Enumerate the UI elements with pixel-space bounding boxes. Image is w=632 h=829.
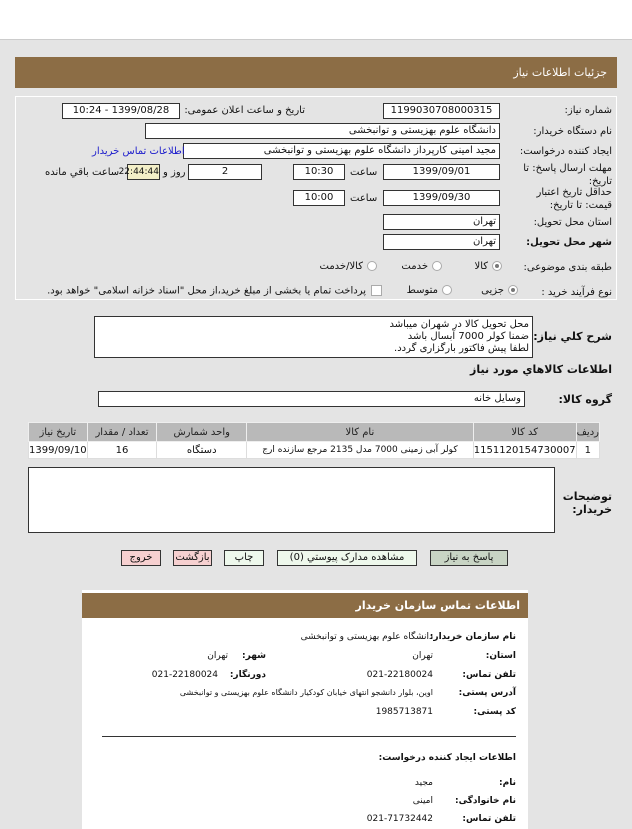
col-qty: تعداد / مقدار [87,423,157,442]
description-label: شرح کلي نياز: [533,330,612,343]
goods-section-title: اطلاعات کالاهاي مورد نياز [470,363,612,376]
remaining-label: ساعت باقي مانده [45,167,120,178]
category-goods-radio[interactable]: کالا [474,261,502,272]
address-label: آدرس پستی: [458,688,516,698]
deadline-time-field[interactable]: 10:30 [293,164,345,180]
remaining-time: 22:44:44 [127,164,160,180]
description-textarea[interactable]: محل تحویل کالا در شهران میباشد ضمنا کولر 7000 آبسال باشد لطفا پیش فاکتور بارگزاری گردد. [94,316,533,358]
postal-label: کد پستی: [473,707,516,717]
validity-time-field[interactable]: 10:00 [293,190,345,206]
province-value: تهران [412,651,433,661]
city-label: شهر: [242,651,266,661]
category-both-radio[interactable]: کالا/خدمت [320,261,378,272]
back-button[interactable]: بازگشت [173,550,212,566]
days-label: روز و [163,167,186,178]
need-number-field[interactable]: 1199030708000315 [383,103,500,119]
goods-group-label: گروه کالا: [558,393,612,406]
creator-field[interactable]: مجید امینی کارپرداز دانشگاه علوم بهزیستی و توانبخشی [183,143,500,159]
divider [102,736,516,737]
treasury-payment-checkbox[interactable]: پرداخت تمام یا بخشی از مبلغ خرید،از محل "اسناد خزانه اسلامی" خواهد بود. [47,285,382,297]
reply-button[interactable]: پاسخ به نیاز [430,550,508,566]
contact-card-title: اطلاعات تماس سازمان خریدار [82,593,528,618]
goods-table [28,422,600,459]
creator-phone-value: 021-71732442 [366,814,433,824]
col-row: رديف [576,423,599,442]
print-button[interactable]: چاپ [224,550,264,566]
announce-field[interactable]: 1399/08/28 - 10:24 [62,103,180,119]
col-unit: واحد شمارش [157,423,247,442]
process-label: نوع فرآیند خرید : [541,287,612,298]
city-field[interactable]: تهران [383,234,500,250]
need-number-label: شماره نیاز: [564,105,612,116]
phone-value: 021-22180024 [366,670,433,680]
col-date: تاریخ نیاز [29,423,88,442]
col-code: کد کالا [473,423,576,442]
buyer-label: نام دستگاه خریدار: [533,126,612,137]
process-minor-radio[interactable]: جزیی [481,285,518,296]
fax-label: دورنگار: [229,670,266,680]
category-label: طبقه بندی موضوعی: [523,262,612,273]
family-value: امینی [412,796,433,806]
postal-value: 1985713871 [375,707,433,717]
col-name: نام کالا [247,423,474,442]
city-label: شهر محل تحویل: [526,237,612,248]
province-field[interactable]: تهران [383,214,500,230]
org-value: دانشگاه علوم بهزیستی و توانبخشی [300,632,433,642]
family-label: نام خانوادگی: [454,796,516,806]
creator-info-title: اطلاعات ایجاد کننده درخواست: [378,753,516,763]
province-label: استان: [485,651,516,661]
validity-date-field[interactable]: 1399/09/30 [383,190,500,206]
attachments-button[interactable]: مشاهده مدارک پیوستي (0) [277,550,417,566]
fax-value: 021-22180024 [151,670,218,680]
phone-label: تلفن تماس: [462,670,516,680]
buyer-notes-textarea[interactable] [28,467,555,533]
city-value: تهران [207,651,228,661]
buyer-notes-label: توضیحات خریدار: [562,490,612,516]
deadline-label: مهلت ارسال پاسخ: تا تاریخ: [523,163,612,187]
buyer-field[interactable]: دانشگاه علوم بهزیستی و توانبخشی [145,123,500,139]
deadline-time-label: ساعت [350,167,378,178]
top-bar [0,0,632,40]
goods-group-field[interactable]: وسایل خانه [98,391,525,407]
org-label: نام سازمان خریدار: [429,632,516,642]
buyer-contact-card [82,590,528,829]
table-row: 1 1151120154730007 کولر آبی زمینی 7000 مدل 2135 مرجع سازنده ارج دستگاه 16 1399/09/10 [29,442,600,459]
address-value: اوین، بلوار دانشجو انتهای خیابان کودکیار دانشگاه علوم بهزیستی و توانبخشی [179,688,433,697]
province-label: استان محل تحویل: [533,217,612,228]
exit-button[interactable]: خروج [121,550,161,566]
creator-phone-label: تلفن تماس: [462,814,516,824]
category-service-radio[interactable]: خدمت [401,261,442,272]
name-value: مجید [414,778,433,788]
days-field[interactable]: 2 [188,164,262,180]
process-medium-radio[interactable]: متوسط [407,285,452,296]
page-title: جزئیات اطلاعات نیاز [15,57,617,88]
validity-label: حداقل تاریخ اعتبار قیمت: تا تاریخ: [536,187,612,211]
creator-label: ایجاد کننده درخواست: [519,146,612,157]
deadline-date-field[interactable]: 1399/09/01 [383,164,500,180]
validity-time-label: ساعت [350,193,378,204]
name-label: نام: [499,778,516,788]
buyer-contact-link[interactable]: اطلاعات تماس خریدار [92,146,185,157]
announce-label: تاریخ و ساعت اعلان عمومی: [184,105,305,116]
